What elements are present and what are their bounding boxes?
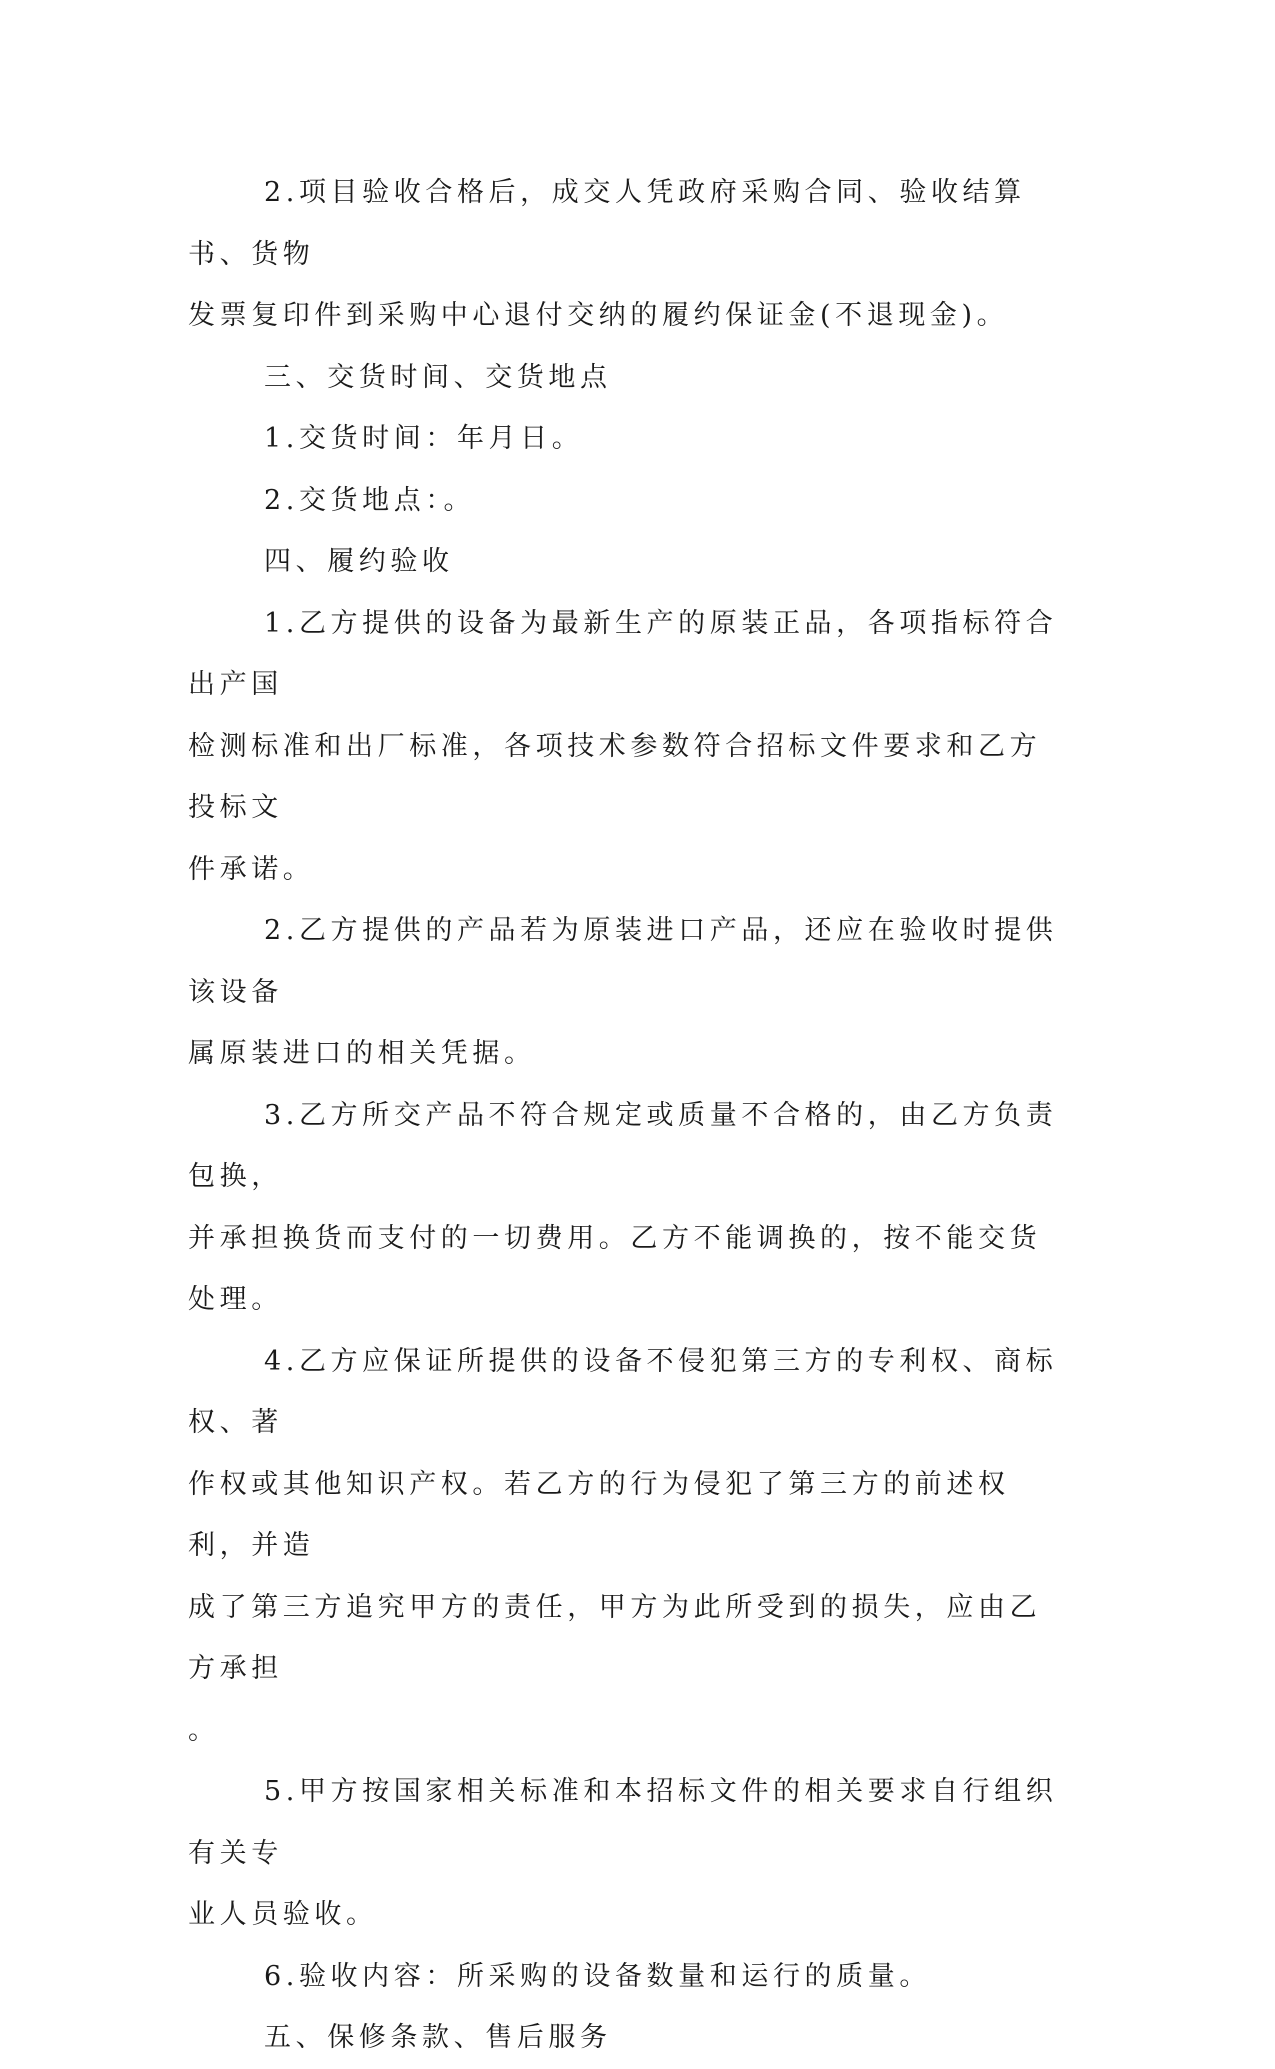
text-line: 检测标准和出厂标准，各项技术参数符合招标文件要求和乙方投标文 [188,730,1042,823]
text-line: 业人员验收。 [188,1899,378,1930]
paragraph [188,162,1068,347]
text-line: 属原装进口的相关凭据。 [188,1038,536,1069]
text-line: 1.交货时间：年月日。 [264,423,584,454]
text-line: 作权或其他知识产权。若乙方的行为侵犯了第三方的前述权利，并造 [188,1468,1010,1561]
document-body [188,162,1068,2069]
text-line: 四、履约验收 [264,546,454,577]
text-line: 三、交货时间、交货地点 [264,361,612,393]
text-line: 并承担换货而支付的一切费用。乙方不能调换的，按不能交货处理。 [188,1222,1042,1315]
text-line: 2.交货地点：。 [264,484,476,516]
paragraph [188,900,1068,1085]
paragraph [188,1085,1068,1331]
paragraph [188,470,1068,532]
text-line: 发票复印件到采购中心退付交纳的履约保证金(不退现金)。 [188,300,1009,331]
paragraph [188,1761,1068,1946]
section-heading [188,2007,1068,2069]
text-line: 。 [188,1714,220,1746]
paragraph [188,408,1068,470]
text-line: 6.验收内容：所采购的设备数量和运行的质量。 [264,1960,931,1992]
paragraph [188,1946,1068,2008]
text-line: 3.乙方所交产品不符合规定或质量不合格的，由乙方负责包换， [188,1099,1058,1192]
text-line: 5.甲方按国家相关标准和本招标文件的相关要求自行组织有关专 [188,1776,1058,1869]
section-heading [188,531,1068,593]
section-heading [188,347,1068,409]
text-line: 1.乙方提供的设备为最新生产的原装正品，各项指标符合出产国 [188,607,1058,700]
text-line: 2.乙方提供的产品若为原装进口产品，还应在验收时提供该设备 [188,915,1058,1008]
text-line: 五、保修条款、售后服务 [264,2022,612,2053]
text-line: 成了第三方追究甲方的责任，甲方为此所受到的损失，应由乙方承担 [188,1591,1042,1684]
paragraph [188,593,1068,901]
text-line: 件承诺。 [188,853,315,885]
text-line: 4.乙方应保证所提供的设备不侵犯第三方的专利权、商标权、著 [188,1345,1058,1438]
paragraph [188,1331,1068,1762]
text-line: 2.项目验收合格后，成交人凭政府采购合同、验收结算书、货物 [188,177,1026,270]
